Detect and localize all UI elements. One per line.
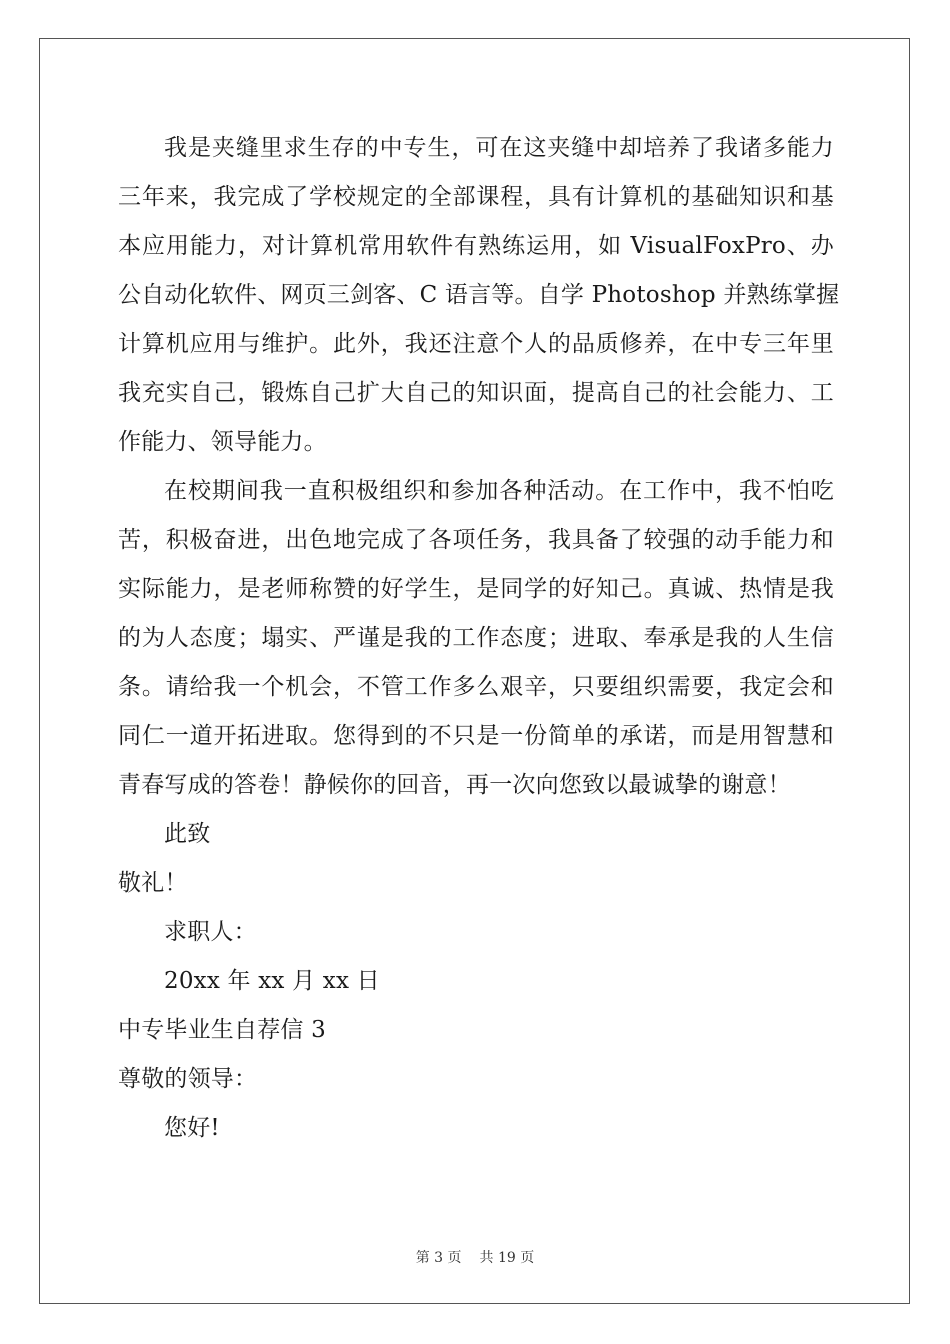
text-line: 在校期间我一直积极组织和参加各种活动。在工作中，我不怕吃 — [164, 478, 834, 504]
text-line: 青春写成的答卷！静候你的回音，再一次向您致以最诚挚的谢意！ — [118, 772, 791, 798]
applicant-label: 求职人： — [164, 919, 257, 945]
letter-date: 20xx 年 xx 月 xx 日 — [164, 968, 380, 994]
text-line: 本应用能力，对计算机常用软件有熟练运用，如 VisualFoxPro、办 — [118, 233, 834, 259]
paragraph-2 — [118, 467, 834, 810]
text-line: 我充实自己，锻炼自己扩大自己的知识面，提高自己的社会能力、工 — [118, 380, 834, 406]
text-line: 苦，积极奋进，出色地完成了各项任务，我具备了较强的动手能力和 — [118, 527, 834, 553]
paragraph-1 — [118, 124, 840, 467]
page-total: 共 19 页 — [479, 1250, 535, 1266]
salutation: 尊敬的领导： — [118, 1066, 258, 1092]
text-line: 实际能力，是老师称赞的好学生，是同学的好知己。真诚、热情是我 — [118, 576, 834, 602]
closing-phrase: 此致 — [164, 821, 211, 847]
text-line: 条。请给我一个机会，不管工作多么艰辛，只要组织需要，我定会和 — [118, 674, 834, 700]
text-line: 计算机应用与维护。此外，我还注意个人的品质修养，在中专三年里 — [118, 331, 834, 357]
text-line: 作能力、领导能力。 — [118, 429, 327, 455]
next-letter-title: 中专毕业生自荐信 3 — [118, 1017, 326, 1043]
text-line: 我是夹缝里求生存的中专生，可在这夹缝中却培养了我诸多能力 — [164, 135, 834, 161]
page-footer — [0, 1247, 950, 1267]
closing-salute: 敬礼！ — [118, 870, 188, 896]
text-line: 三年来，我完成了学校规定的全部课程，具有计算机的基础知识和基 — [118, 184, 834, 210]
letter-body — [118, 124, 840, 1153]
page-number: 第 3 页 — [415, 1250, 462, 1266]
text-line: 的为人态度；塌实、严谨是我的工作态度；进取、奉承是我的人生信 — [118, 625, 834, 651]
text-line: 同仁一道开拓进取。您得到的不只是一份简单的承诺，而是用智慧和 — [118, 723, 834, 749]
greeting: 您好! — [164, 1115, 220, 1141]
text-line: 公自动化软件、网页三剑客、C 语言等。自学 Photoshop 并熟练掌握 — [118, 282, 840, 308]
